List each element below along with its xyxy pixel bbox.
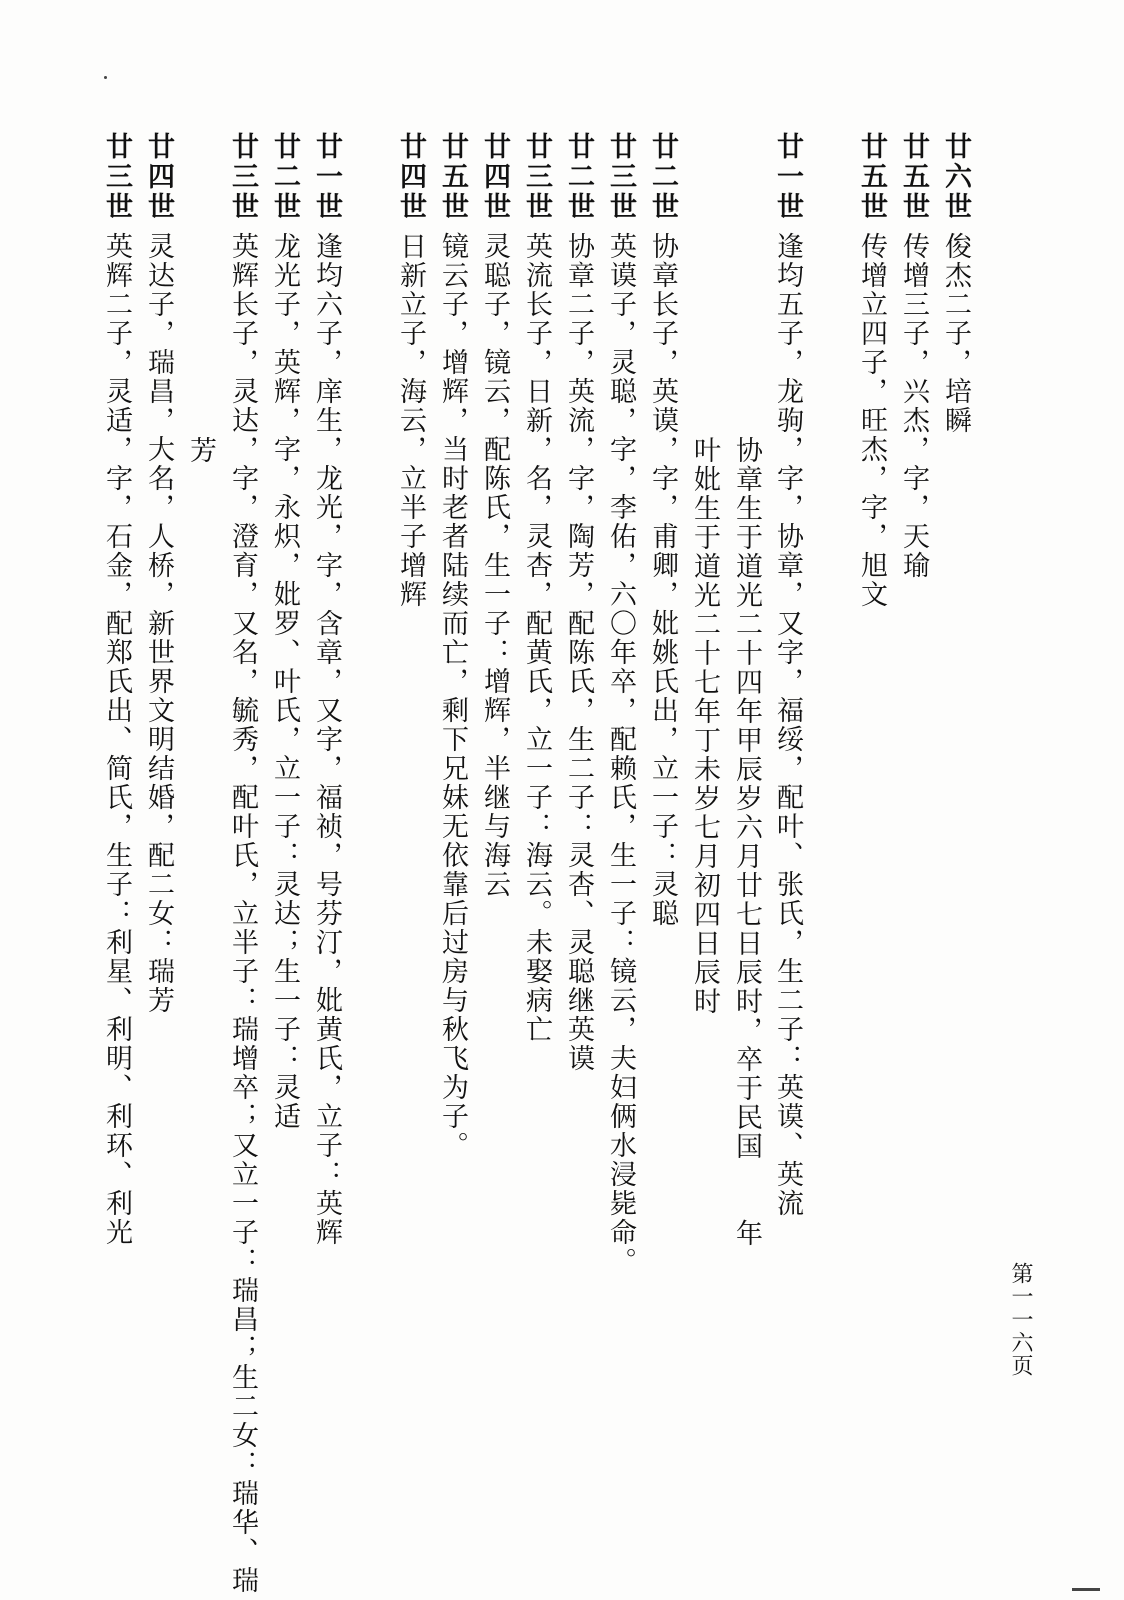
entry-text: 英谟子，灵聪，字，李佑，六〇年卒，配赖氏，生一子：镜云，夫妇俩水浸毙命。 [605, 232, 636, 1276]
entry-column [138, 0, 178, 1600]
entry-text: 英流长子，日新，名，灵杏，配黄氏，立一子：海云。未娶病亡 [521, 232, 552, 1044]
generation-label: 廿三世 [605, 132, 636, 222]
entry-column [558, 0, 598, 1600]
scan-speck [104, 76, 107, 79]
entry-column [474, 0, 514, 1600]
generation-label: 廿四世 [143, 132, 174, 222]
entry-text: 逢均五子，龙驹，字，协章，又字，福绥，配叶、张氏，生二子：英谟、英流 [772, 232, 803, 1218]
generation-label: 廿五世 [898, 132, 929, 222]
note-column [684, 0, 724, 1600]
entry-column [264, 0, 304, 1600]
entry-column [390, 0, 430, 1600]
generation-label: 廿二世 [647, 132, 678, 222]
entry-column [600, 0, 640, 1600]
generation-label: 廿四世 [395, 132, 426, 222]
entry-column [222, 0, 262, 1600]
entry-column [432, 0, 472, 1600]
entry-text: 传增三子，兴杰，字，天瑜 [898, 232, 929, 580]
page-number: 第一一六页 [1008, 1262, 1033, 1377]
generation-label: 廿五世 [437, 132, 468, 222]
generation-label: 廿一世 [772, 132, 803, 222]
entry-column [893, 0, 933, 1600]
note-text: 叶妣生于道光二十七年丁未岁七月初四日辰时 [689, 436, 720, 1016]
entry-column [767, 0, 807, 1600]
entry-text: 逢均六子，庠生，龙光，字，含章，又字，福祯，号芬汀，妣黄氏，立子：英辉 [311, 232, 342, 1247]
generation-label: 廿二世 [269, 132, 300, 222]
continuation-text: 芳 [185, 436, 216, 465]
note-text: 协章生于道光二十四年甲辰岁六月廿七日辰时，卒于民国 年 [731, 436, 762, 1248]
entry-text: 协章长子，英谟，字，甫卿，妣姚氏出，立一子：灵聪 [647, 232, 678, 928]
generation-label: 廿三世 [521, 132, 552, 222]
entry-column [935, 0, 975, 1600]
generation-label: 廿四世 [479, 132, 510, 222]
entry-text: 传增立四子，旺杰，字，旭文 [856, 232, 887, 609]
generation-label: 廿六世 [940, 132, 971, 222]
note-column [726, 0, 766, 1600]
generation-label: 廿二世 [563, 132, 594, 222]
continuation-column [180, 0, 220, 1600]
entry-text: 灵达子，瑞昌，大名，人桥，新世界文明结婚，配二女：瑞芳 [143, 232, 174, 1015]
entry-text: 灵聪子，镜云，配陈氏，生一子：增辉，半继与海云 [479, 232, 510, 899]
entry-column [642, 0, 682, 1600]
entry-column [96, 0, 136, 1600]
entry-text: 龙光子，英辉，字，永炽，妣罗、叶氏，立一子：灵达；生一子：灵适 [269, 232, 300, 1131]
entry-text: 协章二子，英流，字，陶芳，配陈氏，生二子：灵杏、灵聪继英谟 [563, 232, 594, 1073]
scan-speck [1072, 1588, 1100, 1591]
entry-column [851, 0, 891, 1600]
generation-label: 廿五世 [856, 132, 887, 222]
entry-text: 英辉二子，灵适，字，石金，配郑氏出、简氏，生子：利星、利明、利环、利光 [101, 232, 132, 1247]
entry-text: 镜云子，增辉，当时老者陆续而亡，剩下兄妹无依靠后过房与秋飞为子。 [437, 232, 468, 1160]
entry-text: 俊杰二子，培瞬 [940, 232, 971, 435]
generation-label: 廿三世 [101, 132, 132, 222]
generation-label: 廿一世 [311, 132, 342, 222]
entry-text: 英辉长子，灵达，字，澄育，又名，毓秀，配叶氏，立半子：瑞增卒；又立一子：瑞昌；生二女：瑞华、瑞 [227, 232, 258, 1595]
generation-label: 廿三世 [227, 132, 258, 222]
entry-column [306, 0, 346, 1600]
entry-text: 日新立子，海云，立半子增辉 [395, 232, 426, 609]
entry-column [516, 0, 556, 1600]
